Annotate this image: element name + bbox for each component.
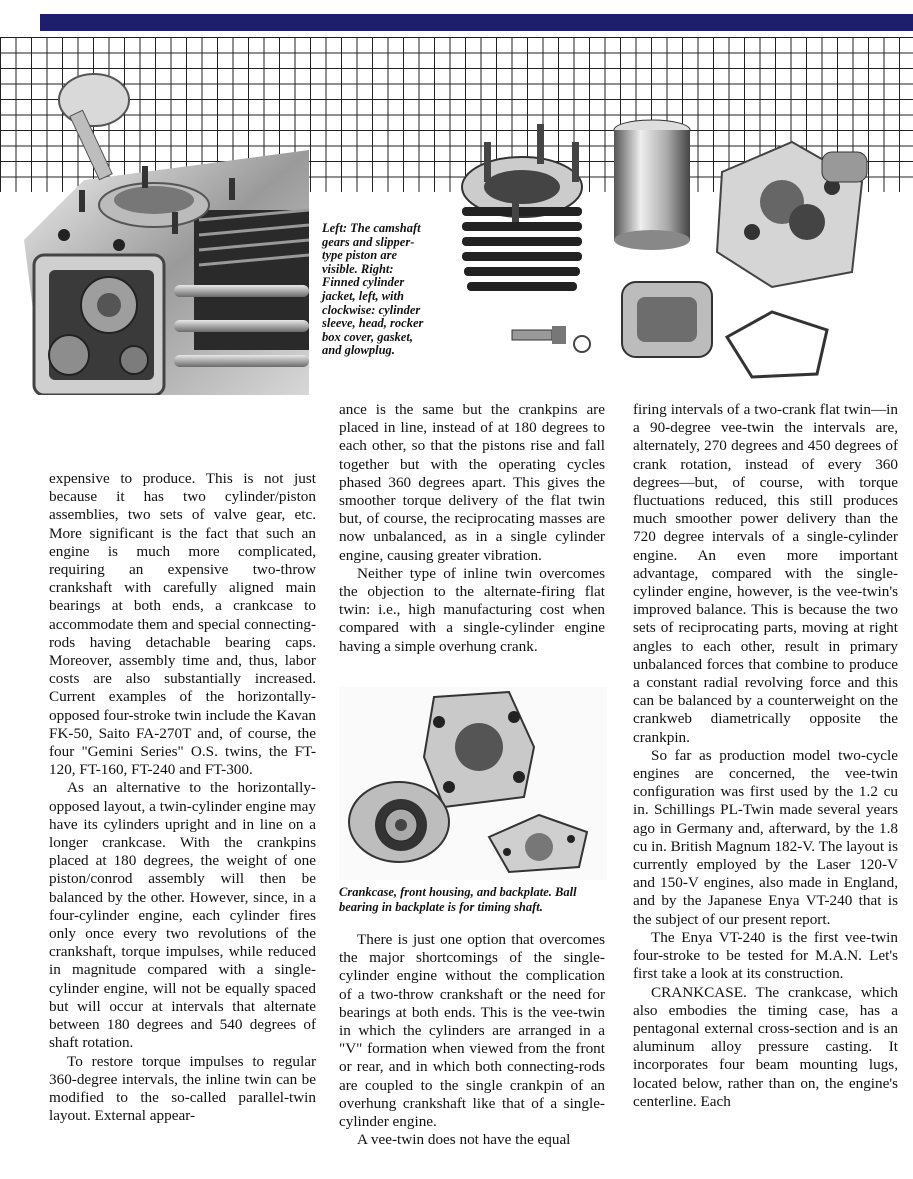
paragraph: To restore torque impulses to regular 360-degree intervals, the inline twin can be modified to the so-called parallel-twin layout. External appear-: [49, 1052, 316, 1125]
front-housing: [349, 782, 449, 862]
photo-cylinder-parts: [452, 112, 882, 380]
header-bar: [40, 14, 913, 31]
paragraph: A vee-twin does not have the equal: [357, 1131, 571, 1149]
text-column-2-bottom: [339, 931, 605, 1149]
paragraph: The Enya VT-240 is the first vee-twin four-stroke to be tested for M.A.N. Let's first take a look at its construction.: [633, 928, 898, 983]
glowplug: [512, 326, 590, 352]
text-column-3: [633, 401, 898, 1111]
cylinder-jacket: [462, 124, 582, 291]
paragraph: expensive to produce. This is not just because it has two cylinder/piston assemblies, two sets of valve gear, etc. More significant is the fact that such an engine is much more complicated, requiring an expensive two-throw crankshaft with carefully aligned main bearings at both ends, a crankcase to accommodate them and special connecting-rods having detachable bearing caps. Moreover, assembly time and, thus, labor costs are also substantially increased. Current examples of the horizontally-opposed four-stroke twin include the Kavan FK-50, Saito FA-270T and, of course, the four "Gemini Series" O.S. twins, the FT-120, FT-160, FT-240 and FT-300.: [49, 470, 316, 779]
cylinder-head: [717, 142, 867, 287]
crankcase-part: [424, 692, 534, 807]
photo-caption-top: Left: The camshaft gears and slipper-type piston are visible. Right: Finned cylinder jacket, left, with clockwise: cylinder sleeve, head, rocker box cover, gasket, and glowplug.: [322, 221, 424, 358]
photo-crankcase: [339, 687, 607, 880]
cylinder-sleeve: [614, 120, 690, 250]
paragraph: CRANKCASE. The crankcase, which also embodies the timing case, has a pentagonal external cross-section and is an aluminum alloy pressure casting. It incorporates four beam mounting lugs, located below, rather than on, the engine's centerline. Each: [633, 983, 898, 1110]
text-column-2-top: [339, 401, 605, 656]
paragraph: firing intervals of a two-crank flat twin—in a 90-degree vee-twin the intervals are, alternately, 270 degrees and 450 degrees of crank rotation, instead of every 360 degrees—but, of course, with torque fluctuations reduced, this still produces much smoother power delivery than the 720 degree intervals of a single-cylinder engine. An even more important advantage, compared with the single-cylinder engine, however, is the vee-twin's improved balance. This is because the two sets of reciprocating parts, moving at right angles to each other, result in primary unbalanced forces that combine to produce a constant radial revolving force and this can be balanced by a counterweight on the crankweb diametrically opposite the crankpin.: [633, 401, 898, 746]
paragraph: So far as production model two-cycle engines are concerned, the vee-twin configuration was first used by the 1.2 cu in. Schillings PL-Twin made several years ago in Germany and, afterward, by the 1.8 cu in. British Magnum 182-V. The layout is currently employed by the Laser 120-V and 150-V engines, also made in England, and by the Japanese Enya VT-240 that is the subject of our present report.: [633, 746, 898, 928]
gasket: [727, 312, 827, 377]
paragraph: ance is the same but the crankpins are placed in line, instead of at 180 degrees to each other, so that the pistons rise and fall together but with the operating cycles phased 360 degrees apart. This gives the smoother torque delivery of the flat twin but, of course, the reciprocating masses are now unbalanced, as in a single cylinder engine, causing greater vibration.: [339, 401, 605, 564]
text-column-1: [49, 470, 316, 1125]
paragraph: As an alternative to the horizontally-opposed layout, a twin-cylinder engine may have its cylinders upright and in line on a longer crankcase. With the crankpins placed at 180 degrees, the weight of one piston/conrod assembly will then be balanced by the other. However, since, in a four-cylinder engine, each cylinder fires only once every two revolutions of the crankshaft, torque impulses, while reduced in magnitude compared with a single-cylinder engine, will not be equally spaced but will occur at intervals that alternate between 180 degrees and 540 degrees of shaft rotation.: [49, 779, 316, 1052]
photo-engine-camshaft: [24, 70, 309, 395]
paragraph: There is just one option that overcomes the major shortcomings of the single-cylinder engine without the complication of a two-throw crankshaft or the need for bearings at both ends. This is the vee-twin in which the cylinders are arranged in a "V" formation when viewed from the front or rear, and in which both connecting-rods are coupled to the single crankpin of an overhung crankshaft like that of a single-cylinder engine.: [339, 931, 605, 1131]
rocker-box-cover: [622, 282, 712, 357]
paragraph: Neither type of inline twin overcomes the objection to the alternate-firing flat twin: i.e., high manufacturing cost when compared with a single-cylinder engine having a simple overhung crank.: [339, 564, 605, 655]
photo-caption-middle: Crankcase, front housing, and backplate. Ball bearing in backplate is for timing shaft.: [339, 885, 577, 914]
